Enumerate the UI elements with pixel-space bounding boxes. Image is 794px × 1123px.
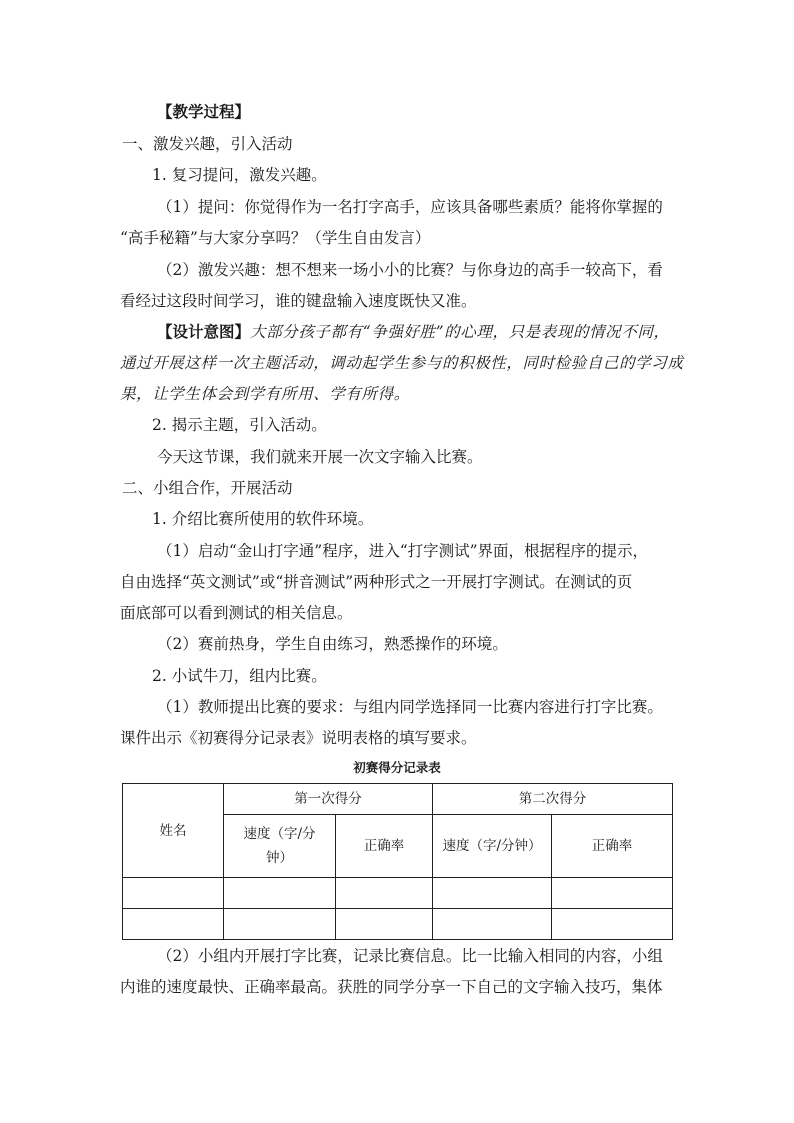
header-speed-1-line2: 钟） [266, 850, 293, 866]
header-speed-2: 速度（字/分钟） [433, 815, 552, 878]
paragraph-line: 今天这节课，我们就来开展一次文字输入比赛。 [157, 448, 483, 466]
paragraph-line: 看经过这段时间学习，谁的键盘输入速度既快又准。 [120, 292, 477, 310]
paragraph-line: 自由选择“英文测试”或“拼音测试”两种形式之一开展打字测试。在测试的页 [120, 573, 633, 591]
header-speed-1 [224, 815, 336, 878]
design-intent-text: 大部分孩子都有“争强好胜”的心理，只是表现的情况不同， [250, 323, 670, 341]
table-caption: 初赛得分记录表 [353, 760, 441, 775]
table-cell [123, 909, 224, 940]
table-cell [433, 878, 552, 909]
score-record-table [122, 783, 673, 940]
paragraph-line: 面底部可以看到测试的相关信息。 [120, 604, 353, 622]
paragraph-line: （2）小组内开展打字比赛，记录比赛信息。比一比输入相同的内容，小组 [157, 947, 663, 965]
design-intent-text: 通过开展这样一次主题活动，调动起学生参与的积极性，同时检验自己的学习成 [120, 354, 684, 372]
header-second-score: 第二次得分 [433, 784, 673, 815]
table-cell [552, 909, 673, 940]
table-cell [123, 878, 224, 909]
paragraph-line: （1）启动“金山打字通”程序，进入“打字测试”界面，根据程序的提示， [157, 542, 649, 560]
table-row [123, 909, 673, 940]
table-cell [224, 909, 336, 940]
paragraph-line: （2）赛前热身，学生自由练习，熟悉操作的环境。 [157, 635, 508, 653]
design-intent-text: 果，让学生体会到学有所用、学有所得。 [120, 385, 410, 403]
header-accuracy-2: 正确率 [552, 815, 673, 878]
item-title: 2. 揭示主题，引入活动。 [152, 416, 327, 434]
paragraph-line: 内谁的速度最快、正确率最高。获胜的同学分享一下自己的文字输入技巧，集体 [120, 978, 663, 996]
header-accuracy-1: 正确率 [336, 815, 433, 878]
table-cell [433, 909, 552, 940]
item-title: 1. 复习提问，激发兴趣。 [152, 166, 327, 184]
table-cell [552, 878, 673, 909]
item-title: 1. 介绍比赛所使用的软件环境。 [152, 510, 374, 528]
table-row [123, 878, 673, 909]
table-cell [336, 909, 433, 940]
design-intent-label: 【设计意图】 [157, 322, 251, 341]
table-cell [336, 878, 433, 909]
section-title: 一、激发兴趣，引入活动 [122, 135, 293, 153]
design-intent-line [157, 322, 670, 342]
paragraph-line: （2）激发兴趣：想不想来一场小小的比赛？与你身边的高手一较高下，看 [157, 261, 663, 279]
header-speed-1-line1: 速度（字/分 [243, 826, 316, 842]
item-title: 2. 小试牛刀，组内比赛。 [152, 667, 327, 685]
paragraph-line: “高手秘籍”与大家分享吗？（学生自由发言） [120, 229, 431, 247]
header-name: 姓名 [123, 784, 224, 878]
header-first-score: 第一次得分 [224, 784, 433, 815]
section-title: 二、小组合作，开展活动 [122, 479, 293, 497]
paragraph-line: 课件出示《初赛得分记录表》说明表格的填写要求。 [120, 729, 477, 747]
table-cell [224, 878, 336, 909]
paragraph-line: （1）教师提出比赛的要求：与组内同学选择同一比赛内容进行打字比赛。 [157, 698, 663, 716]
lesson-heading: 【教学过程】 [157, 102, 251, 121]
paragraph-line: （1）提问：你觉得作为一名打字高手，应该具备哪些素质？能将你掌握的 [157, 198, 663, 216]
